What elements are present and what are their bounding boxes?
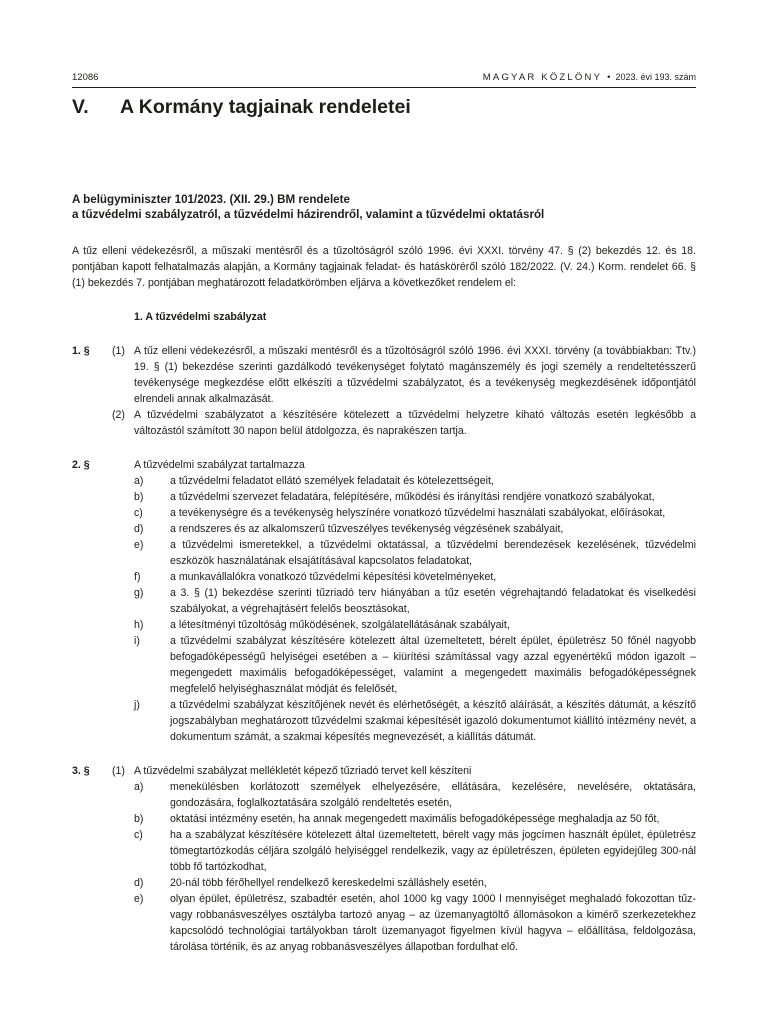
item-label: d) (134, 523, 144, 535)
item-label: a) (134, 475, 144, 487)
chapter-heading (72, 96, 696, 119)
item-label: c) (134, 507, 143, 519)
item-list (134, 779, 696, 955)
paragraph-number: 2. § (72, 459, 90, 471)
item-text: a tűzvédelmi feladatot ellátó személyek feladatait és kötelezettségeit, (170, 475, 494, 487)
paragraph-body (112, 763, 696, 955)
chapter-title: A Kormány tagjainak rendeletei (120, 96, 411, 118)
decree-title-line1: A belügyminiszter 101/2023. (XII. 29.) BM rendelete (72, 193, 350, 206)
paragraph-number: 3. § (72, 765, 90, 777)
subsection-text: A tűzvédelmi szabályzatot a készítésére kötelezett a tűzvédelmi helyzetre kiható változás esetén legkésőbb a változástól számított 30 napon belül átdolgozza, és naprakészen tartja. (134, 409, 696, 437)
item-label: d) (134, 877, 144, 889)
issue-number: 2023. évi 193. szám (615, 72, 696, 82)
list-item (134, 779, 696, 811)
item-text: a munkavállalókra vonatkozó tűzvédelmi képesítési követelményeket, (170, 571, 497, 583)
item-text: oktatási intézmény esetén, ha annak megengedett maximális befogadóképessége meghaladja az 50 főt, (170, 813, 660, 825)
item-text: 20-nál több férőhellyel rendelkező kereskedelmi szálláshely esetén, (170, 877, 487, 889)
paragraph-intro: A tűzvédelmi szabályzat tartalmazza (134, 459, 305, 471)
chapter-number: V. (72, 96, 89, 118)
item-label: g) (134, 587, 144, 599)
item-label: h) (134, 619, 144, 631)
item-label: i) (134, 635, 140, 647)
item-text: a létesítményi tűzoltóság működésének, szolgálatellátásának szabályait, (170, 619, 510, 631)
list-item (134, 697, 696, 745)
item-text: a tevékenységre és a tevékenység helyszínére vonatkozó tűzvédelmi használati szabályokat, előírásokat, (170, 507, 666, 519)
subsection-intro: A tűzvédelmi szabályzat mellékletét képező tűzriadó tervet kell készíteni (134, 765, 472, 777)
item-text: a tűzvédelmi szabályzat készítésére kötelezett által üzemeltetett, bérelt épület, épületrész 50 főnél nagyobb befogadóképességű helyiségei esetében a – kiürítési számítással vagy azzal egyenértékű módon igazolt – megengedett maximális befogadóképességet, valamint a megengedett maximális befogadóképességnek megfelelő helyiséghasználat módját és felelősét, (170, 635, 696, 695)
item-label: f) (134, 571, 141, 583)
paragraph-2 (72, 457, 696, 745)
decree-title (72, 192, 696, 222)
item-list (134, 473, 696, 745)
item-text: olyan épület, épületrész, szabadtér esetén, ahol 1000 kg vagy 1000 l mennyiséget meghaladó fokozottan tűz-vagy robbanásveszélyes osztályba tartozó anyag – az üzemanyagtöltő állomásokon a kimérő szerkezetekhez kapcsolódó technológiai tartályokban tárolt üzemanyagot figyelmen kívül hagyva – előállítása, feldolgozása, tárolása történik, és az anyag robbanásveszélyes állapotban fordulhat elő. (170, 893, 696, 953)
item-label: e) (134, 893, 144, 905)
page-number: 12086 (72, 72, 99, 83)
item-label: b) (134, 491, 144, 503)
subsection (112, 763, 696, 955)
journal-name: MAGYAR KÖZLÖNY (482, 72, 603, 83)
item-text: a 3. § (1) bekezdése szerinti tűzriadó terv hiányában a tűz esetén végrehajtandó feladatokat és viselkedési szabályokat, a végrehajtásért felelős beosztásokat, (170, 587, 696, 615)
paragraph-body (112, 457, 696, 745)
decree-title-line2: a tűzvédelmi szabályzatról, a tűzvédelmi házirendről, valamint a tűzvédelmi oktatásról (72, 208, 545, 221)
subsection-number: (2) (112, 409, 125, 421)
item-text: a tűzvédelmi szervezet feladatára, felépítésére, működési és irányítási rendjére vonatkozó szabályokat, (170, 491, 655, 503)
paragraph-3 (72, 763, 696, 955)
list-item (134, 473, 696, 489)
subsection (112, 343, 696, 407)
list-item (134, 521, 696, 537)
document-page (72, 72, 696, 955)
list-item (134, 875, 696, 891)
item-text: a tűzvédelmi ismeretekkel, a tűzvédelmi oktatással, a tűzvédelmi berendezések kezelésének, tűzvédelmi eszközök használatának elsajátításával kapcsolatos feladatokat, (170, 539, 696, 567)
item-label: b) (134, 813, 144, 825)
paragraph-number: 1. § (72, 345, 90, 357)
list-item (134, 537, 696, 569)
subsection-text (134, 763, 696, 955)
header-right (483, 72, 696, 83)
list-item (134, 891, 696, 955)
item-label: j) (134, 699, 140, 711)
paragraph-1 (72, 343, 696, 439)
item-label: e) (134, 539, 144, 551)
item-text: a tűzvédelmi szabályzat készítőjének nevét és elérhetőségét, a készítő aláírását, a készítés dátumát, a készítő jogszabályban meghatározott tűzvédelmi szakmai képesítését igazoló dokumentumot kiállító intézmény nevét, a dokumentum számát, a szakmai képesítés megnevezését, a kiállítás dátumát. (170, 699, 696, 743)
page-header (72, 72, 696, 88)
header-separator: • (607, 72, 611, 83)
item-text: menekülésben korlátozott személyek elhelyezésére, ellátására, kezelésére, nevelésére, oktatására, gondozására, foglalkoztatására szolgáló rendeltetés esetén, (170, 781, 696, 809)
list-item (134, 827, 696, 875)
subsection (112, 407, 696, 439)
preamble: A tűz elleni védekezésről, a műszaki mentésről és a tűzoltóságról szóló 1996. évi XXXI. törvény 47. § (2) bekezdés 12. és 18. pontjában kapott felhatalmazás alapján, a Kormány tagjainak feladat- és hatásköréről szóló 182/2022. (V. 24.) Korm. rendelet 66. § (1) bekezdés 7. pontjában meghatározott feladatkörömben eljárva a következőket rendelem el: (72, 245, 696, 289)
list-item (134, 505, 696, 521)
section-heading: 1. A tűzvédelmi szabályzat (134, 311, 267, 323)
subsection-number: (1) (112, 765, 125, 777)
subsection-number: (1) (112, 345, 125, 357)
list-item (134, 585, 696, 617)
list-item (134, 633, 696, 697)
list-item (134, 489, 696, 505)
subsection-text: A tűz elleni védekezésről, a műszaki mentésről és a tűzoltóságról szóló 1996. évi XXXI. törvény (a továbbiakban: Ttv.) 19. § (1) bekezdése szerinti gazdálkodó tevékenységet folytató magánszemély és jogi személy a rendeltetésszerű tevékenysége megkezdése előtt elkészíti a tűzvédelmi szabályzatot, és a tevékenység megkezdésének időpontjától elrendeli annak alkalmazását. (134, 345, 696, 405)
list-item (134, 811, 696, 827)
paragraph-body (112, 343, 696, 439)
item-text: a rendszeres és az alkalomszerű tűzveszélyes tevékenység végzésének szabályait, (170, 523, 564, 535)
item-text: ha a szabályzat készítésére kötelezett által üzemeltetett, bérelt vagy más jogcímen használt épület, épületrész tömegtartózkodás céljára szolgáló helyiséggel rendelkezik, vagy az épületrészen, épületen egyidejűleg 300-nál több fő tartózkodhat, (170, 829, 696, 873)
list-item (134, 569, 696, 585)
item-label: c) (134, 829, 143, 841)
item-label: a) (134, 781, 144, 793)
list-item (134, 617, 696, 633)
